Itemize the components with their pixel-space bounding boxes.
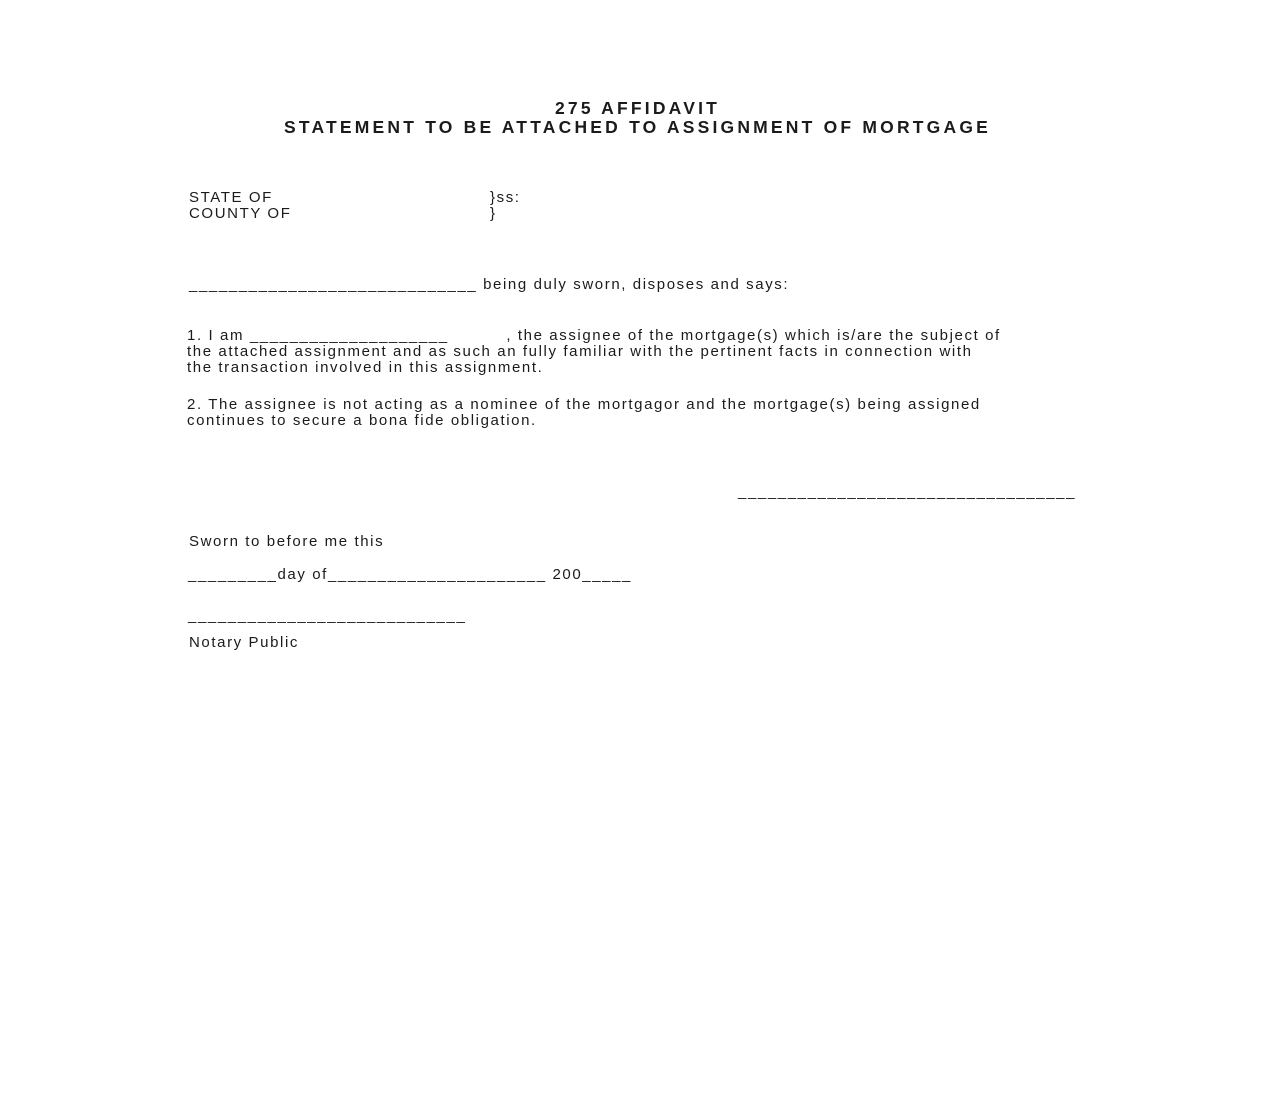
county-bracket: } <box>490 205 497 222</box>
deponent-blank-and-sworn-statement: _____________________________ being duly sworn, disposes and says: <box>189 276 790 293</box>
paragraph-1-line-1: 1. I am ____________________ , the assignee of the mortgage(s) which is/are the subject of <box>187 327 1001 344</box>
paragraph-1-line-3: the transaction involved in this assignment. <box>187 359 544 376</box>
assignee-signature-line: __________________________________ <box>738 483 1077 500</box>
paragraph-1-line-2: the attached assignment and as such an fully familiar with the pertinent facts in connection with <box>187 343 973 360</box>
document-title <box>0 99 1275 136</box>
paragraph-2-line-2: continues to secure a bona fide obligation. <box>187 412 537 429</box>
jurat-date-line: _________day of______________________ 200_____ <box>188 566 632 583</box>
county-of-label: COUNTY OF <box>189 205 292 222</box>
title-line-1: 275 AFFIDAVIT <box>554 98 721 118</box>
paragraph-1 <box>187 328 1001 376</box>
notary-signature-line: ____________________________ <box>188 607 467 624</box>
venue-state-row <box>189 190 521 206</box>
paragraph-2-line-1: 2. The assignee is not acting as a nominee of the mortgagor and the mortgage(s) being assigned <box>187 396 981 413</box>
state-ss-bracket: }ss: <box>490 189 521 206</box>
jurat-sworn-text: Sworn to before me this <box>189 533 385 550</box>
venue-block <box>189 190 521 222</box>
venue-county-row <box>189 206 521 222</box>
notary-public-label: Notary Public <box>189 634 300 651</box>
paragraph-2 <box>187 397 981 429</box>
title-line-2: STATEMENT TO BE ATTACHED TO ASSIGNMENT OF MORTGAGE <box>283 116 992 137</box>
state-of-label: STATE OF <box>189 189 273 206</box>
